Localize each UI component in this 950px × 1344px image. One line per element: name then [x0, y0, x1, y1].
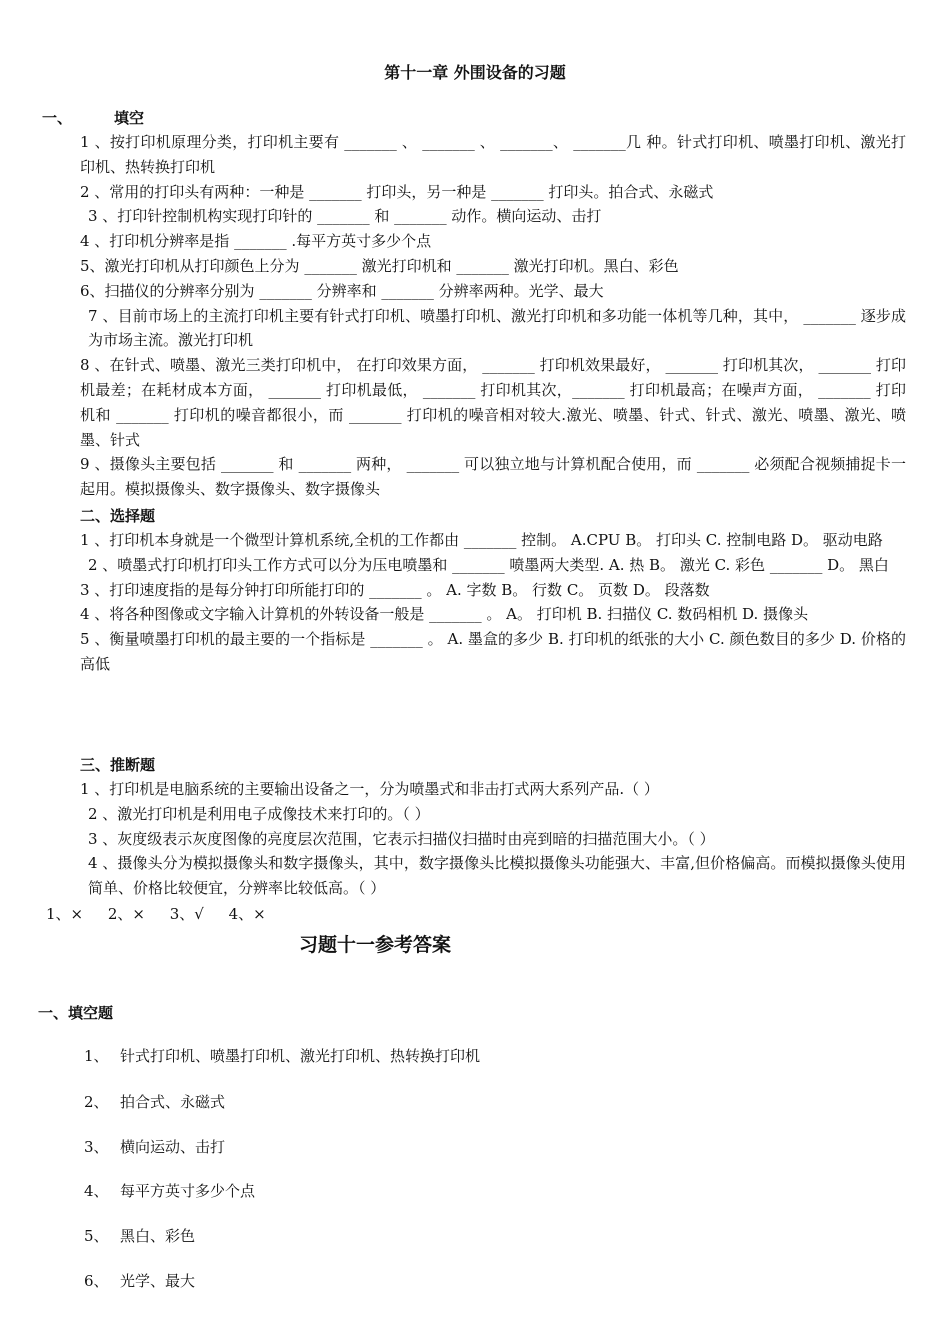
answer-item	[84, 1180, 255, 1201]
fill-question: 3 、打印针控制机构实现打印针的 _______ 和 _______ 动作。横向运动、击打	[88, 207, 602, 226]
choice-question: 5 、衡量喷墨打印机的最主要的一个指标是 _______ 。 A. 墨盒的多少 B. 打印机的纸张的大小 C. 颜色数目的多少 D. 价格的高低	[80, 630, 906, 673]
answer-number: 2、	[84, 1093, 109, 1111]
fill-question: 2 、常用的打印头有两种：一种是 _______ 打印头，另一种是 _______ 打印头。拍合式、永磁式	[80, 182, 714, 201]
fill-question: 1 、按打印机原理分类，打印机主要有 _______ 、 _______ 、 _______、 _______几 种。针式打印机、喷墨打印机、激光打印机、热转换打印机	[80, 133, 906, 176]
fill-question-list	[80, 130, 906, 502]
section-choice-heading: 二、选择题	[80, 507, 156, 525]
answer-item	[84, 1091, 225, 1112]
answer-text: 拍合式、永磁式	[120, 1093, 226, 1111]
choice-question: 2 、喷墨式打印机打印头工作方式可以分为压电喷墨和 _______ 喷墨两大类型. A. 热 B。 激光 C. 彩色 _______ D。 黑白	[88, 555, 889, 574]
fill-question: 8 、在针式、喷墨、激光三类打印机中， 在打印效果方面， _______ 打印机效果最好， _______ 打印机其次， _______ 打印机最差；在耗材成本方面， _______ 打印机最低， _______ 打印机其次，_______ 打印机最高；在噪声方面， _______ 打印机和 _______ 打印机的噪音都很小，而 _______ 打印机的噪音相对较大.激光、喷墨、针式、针式、激光、喷墨、激光、喷墨、针式	[80, 356, 906, 449]
choice-question: 1 、打印机本身就是一个微型计算机系统,全机的工作都由 _______ 控制。 A.CPU B。 打印头 C. 控制电路 D。 驱动电路	[80, 531, 883, 549]
answer-text: 每平方英寸多少个点	[120, 1182, 256, 1200]
answer-text: 针式打印机、喷墨打印机、激光打印机、热转换打印机	[120, 1047, 481, 1065]
choice-question: 4 、将各种图像或文字输入计算机的外转设备一般是 _______ 。 A。 打印机 B. 扫描仪 C. 数码相机 D. 摄像头	[80, 605, 809, 624]
section-judge-heading: 三、推断题	[80, 756, 156, 774]
choice-question: 3 、打印速度指的是每分钟打印所能打印的 _______ 。 A. 字数 B。 行数 C。 页数 D。 段落数	[80, 580, 710, 599]
answer-number: 5、	[84, 1227, 109, 1245]
answer-title: 习题十一参考答案	[298, 934, 451, 956]
choice-question-list	[80, 528, 906, 677]
judge-question-list	[80, 777, 906, 901]
answer-number: 3、	[84, 1138, 109, 1156]
answer-item	[84, 1225, 195, 1246]
answer-text: 光学、最大	[120, 1272, 196, 1290]
section-fill-label: 填空	[114, 109, 145, 127]
answer-number: 6、	[84, 1272, 109, 1290]
chapter-title: 第十一章 外围设备的习题	[384, 63, 566, 82]
judge-question: 1 、打印机是电脑系统的主要输出设备之一，分为喷墨式和非击打式两大系列产品.（ ）	[80, 780, 659, 798]
fill-question: 6、扫描仪的分辨率分别为 _______ 分辨率和 _______ 分辨率两种。光学、最大	[80, 281, 604, 300]
answer-number: 1、	[84, 1047, 109, 1065]
section-fill-heading	[42, 107, 144, 128]
judge-answers: 1、× 2、× 3、√ 4、×	[46, 905, 266, 923]
fill-question: 5、激光打印机从打印颜色上分为 _______ 激光打印机和 _______ 激光打印机。黑白、彩色	[80, 256, 679, 275]
judge-question: 3 、灰度级表示灰度图像的亮度层次范围，它表示扫描仪扫描时由亮到暗的扫描范围大小。（ ）	[88, 829, 715, 848]
answer-text: 黑白、彩色	[120, 1227, 196, 1245]
fill-question: 7 、目前市场上的主流打印机主要有针式打印机、喷墨打印机、激光打印机和多功能一体机等几种，其中， _______ 逐步成为市场主流。激光打印机	[88, 306, 906, 350]
answer-number: 4、	[84, 1182, 109, 1200]
answer-item	[84, 1136, 225, 1157]
answer-item	[84, 1045, 480, 1066]
fill-question: 9 、摄像头主要包括 _______ 和 _______ 两种， _______ 可以独立地与计算机配合使用，而 _______ 必须配合视频捕捉卡一起用。模拟摄像头、数字摄像头、数字摄像头	[80, 455, 906, 499]
judge-question: 4 、摄像头分为模拟摄像头和数字摄像头，其中，数字摄像头比模拟摄像头功能强大、丰富,但价格偏高。而模拟摄像头使用简单、价格比较便宜，分辨率比较低高。（ ）	[88, 854, 906, 898]
answer-text: 横向运动、击打	[120, 1138, 226, 1156]
fill-question: 4 、打印机分辨率是指 _______ .每平方英寸多少个点	[80, 232, 432, 251]
judge-question: 2 、激光打印机是利用电子成像技术来打印的。（ ）	[88, 804, 430, 823]
section-fill-number: 一、	[42, 109, 73, 127]
answer-section-heading: 一、填空题	[38, 1004, 114, 1022]
answer-item	[84, 1270, 195, 1291]
